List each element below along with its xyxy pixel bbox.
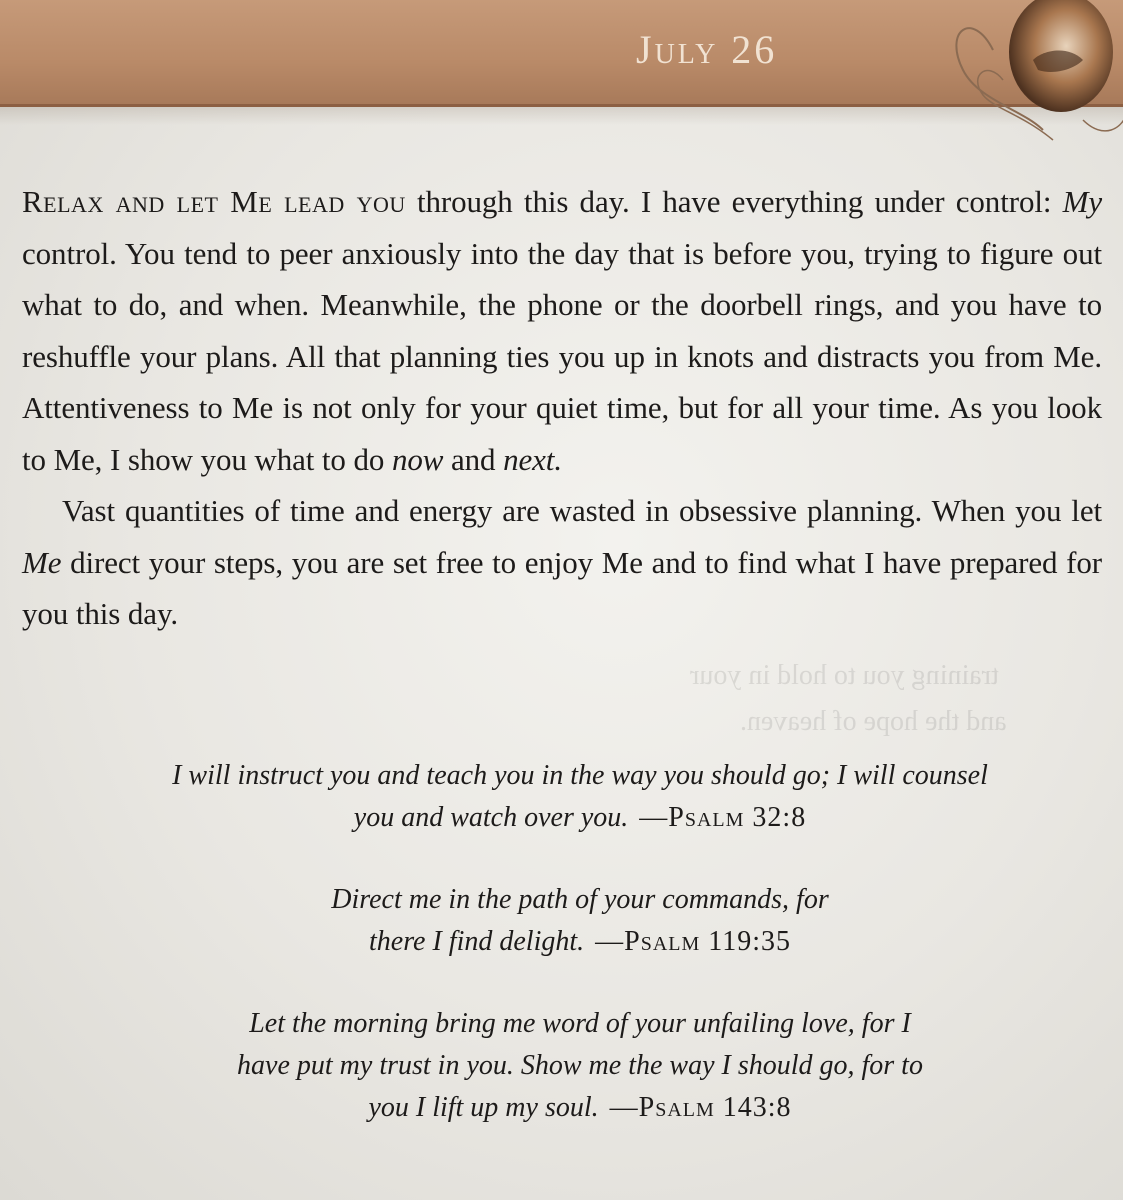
bleed-through-text: and the hope of heaven. — [740, 706, 1007, 737]
verse-1: I will instruct you and teach you in the way you should go; I will counsel you and watch over you. —Psalm 32:8 — [172, 760, 988, 833]
verse-2: Direct me in the path of your commands, for there I find delight. —Psalm 119:35 — [331, 884, 829, 957]
verse-3: Let the morning bring me word of your unfailing love, for I have put my trust in you. Show me the way I should go, for to you I lift up my soul. —Psalm 143:8 — [237, 1008, 923, 1123]
scripture-verses — [170, 755, 990, 1169]
devotional-body — [22, 176, 1102, 640]
lead-in-text: Relax and let Me lead you — [22, 184, 406, 219]
body-paragraph-2: Vast quantities of time and energy are wasted in obsessive planning. When you let Me direct your steps, you are set free to enjoy Me and to find what I have prepared for you this day. — [22, 493, 1102, 631]
verse-reference: —Psalm 32:8 — [639, 802, 807, 833]
body-paragraph-1: Relax and let Me lead you through this day. I have everything under control: My control. You tend to peer anxiously into the day that is before you, trying to figure out what to do, and when. Meanwhile, the phone or the doorbell rings, and you have to reshuffle your plans. All that planning ties you up in knots and distracts you from Me. Attentiveness to Me is not only for your quiet time, but for all your time. As you look to Me, I show you what to do now and next. — [22, 184, 1102, 477]
page-date-title: July 26 — [636, 27, 778, 72]
verse-reference: —Psalm 143:8 — [609, 1092, 792, 1123]
ornament-icon — [933, 0, 1123, 160]
verse-reference: —Psalm 119:35 — [595, 926, 792, 957]
bleed-through-text: training you to hold in your — [690, 660, 999, 691]
